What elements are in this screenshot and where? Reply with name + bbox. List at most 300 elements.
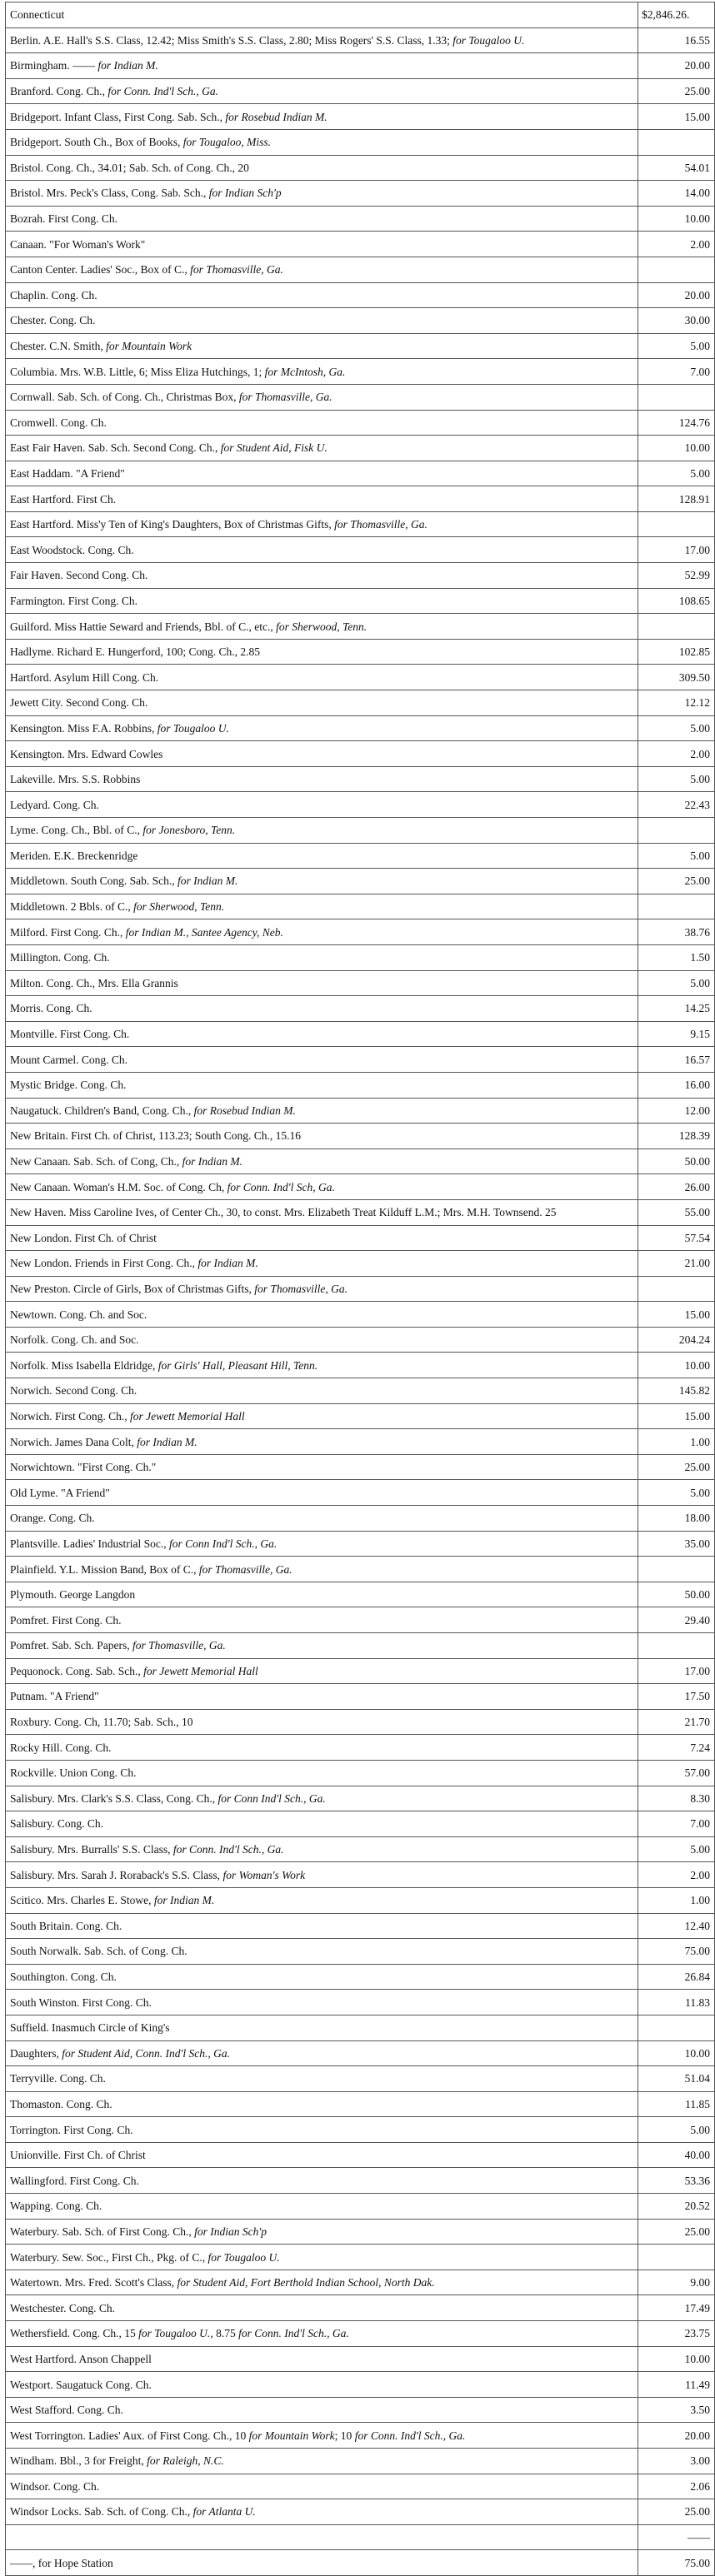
entry-text: Meriden. E.K. Breckenridge: [10, 849, 138, 862]
entry-amount: 10.00: [638, 2346, 715, 2372]
entry-designation: for McIntosh, Ga.: [264, 365, 346, 378]
table-row: [6, 2091, 715, 2117]
table-row: [6, 818, 715, 844]
entry-amount: 5.00: [638, 970, 715, 996]
entry-description: [6, 2091, 638, 2117]
table-row: [6, 1021, 715, 1047]
entry-amount: 204.24: [638, 1327, 715, 1353]
entry-description: [6, 436, 638, 461]
entry-designation: for Thomasville, Ga.: [198, 1562, 292, 1576]
entry-text: Kensington. Miss F.A. Robbins,: [10, 721, 158, 735]
table-row: [6, 384, 715, 410]
table-row: [6, 1403, 715, 1429]
entry-description: [6, 1506, 638, 1532]
entry-text: Jewett City. Second Cong. Ch.: [10, 696, 148, 710]
entry-amount: 5.00: [638, 333, 715, 359]
table-row: [6, 588, 715, 614]
entry-text: Suffield. Inasmuch Circle of King's: [10, 2021, 170, 2035]
table-row: [6, 1684, 715, 1710]
entry-text: Norfolk. Miss Isabella Eldridge,: [10, 1358, 158, 1372]
entry-description: [6, 690, 638, 716]
entry-text: Pomfret. First Cong. Ch.: [10, 1613, 122, 1627]
entry-text: Plantsville. Ladies' Industrial Soc.,: [10, 1537, 170, 1550]
entry-amount: 15.00: [638, 104, 715, 130]
table-row: [6, 1353, 715, 1378]
entry-description: [6, 563, 638, 589]
entry-description: [6, 2245, 638, 2270]
entry-designation: for Indian M.: [198, 1257, 258, 1270]
entry-amount: [638, 129, 715, 155]
entry-description: [6, 2040, 638, 2066]
state-total: $2,846.26.: [638, 2, 715, 28]
table-row: [6, 2040, 715, 2066]
entry-designation: for Tougaloo U.: [452, 33, 525, 47]
entry-amount: 3.50: [638, 2397, 715, 2423]
entry-amount: 1.00: [638, 1887, 715, 1913]
entry-amount: 1.00: [638, 1429, 715, 1455]
table-row: [6, 944, 715, 970]
entry-text: Pequonock. Cong. Sab. Sch.,: [10, 1664, 144, 1677]
entry-amount: 5.00: [638, 2117, 715, 2143]
entry-text: Cornwall. Sab. Sch. of Cong. Ch., Christmas Box,: [10, 391, 239, 404]
entry-amount: 52.99: [638, 563, 715, 589]
entry-amount: 11.83: [638, 1990, 715, 2015]
entry-text: South Winston. First Cong. Ch.: [10, 1996, 152, 2009]
entry-text: South Britain. Cong. Ch.: [10, 1919, 122, 1932]
entry-text: West Stafford. Cong. Ch.: [10, 2404, 123, 2417]
entry-text: Millington. Cong. Ch.: [10, 951, 110, 964]
entry-description: [6, 2423, 638, 2449]
entry-amount: 16.55: [638, 27, 715, 53]
table-row: [6, 639, 715, 665]
table-row: [6, 2372, 715, 2398]
entry-amount: 18.00: [638, 1506, 715, 1532]
entry-description: [6, 715, 638, 741]
entry-designation: for Woman's Work: [222, 1868, 306, 1881]
entry-designation: for Tougaloo U.: [138, 2327, 211, 2340]
entry-text: Lyme. Cong. Ch., Bbl. of C.,: [10, 824, 143, 837]
entry-designation: for Jonesboro, Tenn.: [142, 824, 236, 837]
entry-amount: 2.00: [638, 741, 715, 767]
entry-amount: [638, 1633, 715, 1659]
table-row: [6, 2449, 715, 2474]
entry-description: [6, 308, 638, 334]
entry-amount: 9.00: [638, 2270, 715, 2295]
table-row: [6, 104, 715, 130]
entry-designation: for Indian M., Santee Agency, Neb.: [125, 925, 283, 939]
entry-text: East Hartford. First Ch.: [10, 492, 117, 506]
entry-description: [6, 2066, 638, 2092]
table-row: [6, 665, 715, 690]
entry-designation: for Thomasville, Ga.: [238, 391, 332, 404]
entry-description: [6, 614, 638, 640]
entry-amount: 16.00: [638, 1072, 715, 1098]
entry-designation: for Thomasville, Ga.: [254, 1282, 348, 1295]
entry-description: [6, 919, 638, 945]
entry-text: Bridgeport. Infant Class, First Cong. Sab. Sch.,: [10, 110, 226, 123]
entry-description: [6, 1047, 638, 1073]
entry-amount: 2.00: [638, 1862, 715, 1888]
entry-description: [6, 78, 638, 104]
entry-designation: for Thomasville, Ga.: [190, 263, 283, 277]
entry-description: [6, 1964, 638, 1990]
entry-designation: for Raleigh, N.C.: [147, 2454, 224, 2468]
entry-amount: 17.00: [638, 1658, 715, 1684]
table-row: [6, 1939, 715, 1965]
entry-amount: 2.00: [638, 232, 715, 257]
entry-amount: 54.01: [638, 155, 715, 181]
entry-text: East Woodstock. Cong. Ch.: [10, 543, 134, 556]
entry-amount: 20.00: [638, 53, 715, 79]
entry-designation: for Tougaloo, Miss.: [182, 136, 272, 149]
entry-text: Norwich. Second Cong. Ch.: [10, 1384, 138, 1398]
entry-amount: ——: [638, 2524, 715, 2550]
entry-amount: 17.00: [638, 537, 715, 563]
entry-amount: 8.30: [638, 1786, 715, 1811]
entry-amount: 145.82: [638, 1378, 715, 1404]
entry-text: Bristol. Cong. Ch., 34.01; Sab. Sch. of Cong. Ch., 20: [10, 161, 249, 174]
entry-text: Windham. Bbl., 3 for Freight,: [10, 2454, 148, 2468]
entry-text: New Canaan. Woman's H.M. Soc. of Cong. Ch,: [10, 1180, 228, 1193]
entry-designation: for Sherwood, Tenn.: [133, 900, 225, 914]
entry-amount: 17.50: [638, 1684, 715, 1710]
table-row: [6, 766, 715, 792]
entry-description: [6, 792, 638, 818]
entry-amount: 11.49: [638, 2372, 715, 2398]
entry-description: [6, 1786, 638, 1811]
entry-description: [6, 2449, 638, 2474]
entry-text: Chester. C.N. Smith,: [10, 340, 107, 353]
entry-text: Plainfield. Y.L. Mission Band, Box of C.,: [10, 1562, 199, 1576]
entry-description: [6, 1607, 638, 1633]
entry-amount: 5.00: [638, 843, 715, 869]
table-row: [6, 537, 715, 563]
entry-text: South Norwalk. Sab. Sch. of Cong. Ch.: [10, 1945, 188, 1958]
table-row: [6, 690, 715, 716]
entry-designation: for Conn. Ind'l Sch., Ga.: [108, 85, 219, 98]
contributions-table-body: [6, 2, 715, 2576]
table-row: [6, 741, 715, 767]
entry-text: Rockville. Union Cong. Ch.: [10, 1766, 137, 1780]
entry-description: [6, 2372, 638, 2398]
entry-description: [6, 1684, 638, 1710]
entry-text: New Preston. Circle of Girls, Box of Christmas Gifts,: [10, 1282, 255, 1295]
entry-description: [6, 129, 638, 155]
entry-description: [6, 1582, 638, 1607]
entry-description: [6, 2321, 638, 2347]
entry-text: New Canaan. Sab. Sch. of Cong, Ch.,: [10, 1155, 182, 1168]
entry-description: [6, 155, 638, 181]
entry-text: Norwich. First Cong. Ch.,: [10, 1409, 131, 1423]
table-row: [6, 2295, 715, 2321]
entry-amount: [638, 894, 715, 919]
entry-text: Torrington. First Cong. Ch.: [10, 2123, 133, 2136]
entry-text: Southington. Cong. Ch.: [10, 1971, 117, 1984]
entry-text: Middletown. South Cong. Sab. Sch.,: [10, 874, 178, 888]
entry-amount: 55.00: [638, 1199, 715, 1225]
entry-description: [6, 970, 638, 996]
table-row: [6, 614, 715, 640]
entry-description: [6, 2270, 638, 2295]
entry-text: Middletown. 2 Bbls. of C.,: [10, 900, 134, 914]
entry-text: Norwichtown. "First Cong. Ch.": [10, 1461, 157, 1474]
table-row: [6, 1760, 715, 1786]
table-row: [6, 2321, 715, 2347]
entry-text: , 8.75: [210, 2327, 239, 2340]
entry-description: [6, 1327, 638, 1353]
entry-amount: 10.00: [638, 206, 715, 232]
table-row: [6, 1582, 715, 1607]
table-row: [6, 919, 715, 945]
entry-designation: for Indian Sch'p: [194, 2225, 268, 2238]
entry-designation: for Student Aid, Fort Berthold Indian School, North Dak.: [177, 2276, 435, 2290]
entry-description: [6, 2194, 638, 2220]
table-row: [6, 1225, 715, 1251]
entry-amount: 25.00: [638, 2499, 715, 2525]
entry-text: East Haddam. "A Friend": [10, 466, 125, 480]
entry-text: East Hartford. Miss'y Ten of King's Daughters, Box of Christmas Gifts,: [10, 518, 335, 531]
entry-designation: for Atlanta U.: [192, 2505, 256, 2519]
table-row: [6, 53, 715, 79]
entry-description: [6, 2142, 638, 2168]
table-row: [6, 1327, 715, 1353]
entry-amount: 25.00: [638, 78, 715, 104]
entry-amount: 309.50: [638, 665, 715, 690]
entry-description: [6, 257, 638, 282]
entry-amount: 26.00: [638, 1174, 715, 1200]
entry-description: [6, 1454, 638, 1480]
table-row: [6, 1836, 715, 1862]
entry-description: [6, 2219, 638, 2245]
entry-amount: 128.91: [638, 486, 715, 512]
entry-designation: for Tougaloo U.: [208, 2250, 280, 2264]
entry-amount: 2.06: [638, 2474, 715, 2499]
entry-amount: 21.00: [638, 1251, 715, 1277]
entry-description: [6, 2550, 638, 2576]
entry-description: [6, 588, 638, 614]
entry-description: [6, 1836, 638, 1862]
entry-text: Kensington. Mrs. Edward Cowles: [10, 747, 163, 760]
entry-designation: for Indian M.: [178, 874, 238, 888]
entry-text: Thomaston. Cong. Ch.: [10, 2097, 112, 2110]
entry-description: [6, 1735, 638, 1761]
entry-description: [6, 843, 638, 869]
table-row: [6, 2219, 715, 2245]
entry-text: Bridgeport. South Ch., Box of Books,: [10, 136, 183, 149]
entry-amount: [638, 511, 715, 537]
entry-designation: for Mountain Work: [248, 2429, 335, 2442]
entry-amount: 29.40: [638, 1607, 715, 1633]
entry-amount: 124.76: [638, 410, 715, 436]
entry-amount: 108.65: [638, 588, 715, 614]
entry-description: [6, 1276, 638, 1302]
entry-description: [6, 869, 638, 894]
entry-description: [6, 1199, 638, 1225]
table-row: [6, 1786, 715, 1811]
entry-text: Scitico. Mrs. Charles E. Stowe,: [10, 1894, 154, 1907]
entry-amount: 50.00: [638, 1148, 715, 1174]
entry-description: [6, 1862, 638, 1888]
entry-description: [6, 2474, 638, 2499]
table-row: [6, 2550, 715, 2576]
entry-description: [6, 181, 638, 207]
table-row: [6, 461, 715, 486]
entry-amount: 26.84: [638, 1964, 715, 1990]
table-row: [6, 1887, 715, 1913]
entry-amount: 17.49: [638, 2295, 715, 2321]
entry-description: [6, 232, 638, 257]
entry-text: Rocky Hill. Cong. Ch.: [10, 1741, 112, 1754]
entry-description: [6, 53, 638, 79]
entry-amount: 14.25: [638, 996, 715, 1022]
table-row: [6, 2346, 715, 2372]
entry-text: New London. Friends in First Cong. Ch.,: [10, 1257, 198, 1270]
entry-amount: 25.00: [638, 869, 715, 894]
table-row: [6, 410, 715, 436]
entry-amount: 3.00: [638, 2449, 715, 2474]
entry-description: [6, 1353, 638, 1378]
entry-text: Bristol. Mrs. Peck's Class, Cong. Sab. Sch.,: [10, 187, 209, 200]
entry-amount: 57.54: [638, 1225, 715, 1251]
table-row: [6, 1124, 715, 1149]
table-row: [6, 1480, 715, 1506]
table-row: [6, 2194, 715, 2220]
entry-description: [6, 410, 638, 436]
table-row: [6, 2245, 715, 2270]
entry-description: [6, 2117, 638, 2143]
entry-amount: 5.00: [638, 1480, 715, 1506]
entry-text: Salisbury. Mrs. Sarah J. Roraback's S.S. Class,: [10, 1868, 223, 1881]
table-row: [6, 792, 715, 818]
entry-description: [6, 2397, 638, 2423]
table-row: [6, 843, 715, 869]
entry-description: [6, 104, 638, 130]
table-row: [6, 2168, 715, 2194]
entry-text: Birmingham. ——: [10, 59, 98, 72]
entry-description: [6, 818, 638, 844]
entry-amount: 1.50: [638, 944, 715, 970]
entry-amount: 7.00: [638, 1811, 715, 1837]
entry-description: [6, 2168, 638, 2194]
entry-text: Milton. Cong. Ch., Mrs. Ella Grannis: [10, 976, 178, 989]
entry-amount: 15.00: [638, 1302, 715, 1328]
entry-designation: for Indian M.: [182, 1155, 242, 1168]
entry-description: [6, 1531, 638, 1557]
entry-amount: 12.00: [638, 1098, 715, 1124]
table-row: [6, 715, 715, 741]
entry-text: Roxbury. Cong. Ch, 11.70; Sab. Sch., 10: [10, 1716, 193, 1729]
table-row: [6, 869, 715, 894]
entry-description: [6, 1302, 638, 1328]
table-row: [6, 1276, 715, 1302]
table-row: [6, 2066, 715, 2092]
entry-text: Ledyard. Cong. Ch.: [10, 798, 99, 811]
entry-description: [6, 27, 638, 53]
entry-amount: 25.00: [638, 1454, 715, 1480]
table-row: [6, 1990, 715, 2015]
entry-designation: for Rosebud Indian M.: [225, 110, 328, 123]
entry-text: Plymouth. George Langdon: [10, 1588, 136, 1602]
entry-amount: 20.00: [638, 2423, 715, 2449]
entry-description: [6, 511, 638, 537]
entry-text: Newtown. Cong. Ch. and Soc.: [10, 1308, 148, 1321]
entry-text: Unionville. First Ch. of Christ: [10, 2149, 146, 2162]
entry-amount: [638, 614, 715, 640]
entry-text: Bozrah. First Cong. Ch.: [10, 212, 118, 226]
entry-designation: for Rosebud Indian M.: [193, 1104, 296, 1117]
entry-description: [6, 1148, 638, 1174]
entry-amount: [638, 2015, 715, 2040]
entry-amount: 20.00: [638, 282, 715, 308]
entry-text: Naugatuck. Children's Band, Cong. Ch.,: [10, 1104, 194, 1117]
entry-text: West Hartford. Anson Chappell: [10, 2352, 152, 2365]
table-row: [6, 181, 715, 207]
entry-amount: 75.00: [638, 1939, 715, 1965]
entry-text: Morris. Cong. Ch.: [10, 1002, 92, 1015]
entry-amount: 14.00: [638, 181, 715, 207]
entry-designation: for Conn Ind'l Sch., Ga.: [218, 1791, 326, 1805]
table-row: [6, 1148, 715, 1174]
entry-description: [6, 486, 638, 512]
entry-amount: 75.00: [638, 2550, 715, 2576]
entry-description: [6, 537, 638, 563]
table-row: [6, 1964, 715, 1990]
entry-text: Windsor Locks. Sab. Sch. of Cong. Ch.,: [10, 2505, 193, 2519]
entry-description: [6, 1557, 638, 1582]
entry-description: [6, 1403, 638, 1429]
entry-text: Norwich. James Dana Colt,: [10, 1435, 138, 1448]
entry-text: Fair Haven. Second Cong. Ch.: [10, 569, 148, 582]
entry-description: [6, 1939, 638, 1965]
entry-text: Old Lyme. "A Friend": [10, 1486, 110, 1499]
entry-description: [6, 1658, 638, 1684]
entry-designation: for Student Aid, Conn. Ind'l Sch., Ga.: [62, 2046, 230, 2060]
entry-text: Mystic Bridge. Cong. Ch.: [10, 1079, 127, 1092]
entry-amount: 38.76: [638, 919, 715, 945]
entry-amount: 35.00: [638, 1531, 715, 1557]
entry-description: [6, 1990, 638, 2015]
entry-text: Canaan. "For Woman's Work": [10, 237, 146, 251]
entry-amount: 5.00: [638, 715, 715, 741]
entry-designation: for Sherwood, Tenn.: [276, 620, 368, 633]
entry-amount: [638, 384, 715, 410]
entry-text: Chaplin. Cong. Ch.: [10, 288, 98, 301]
table-row: [6, 78, 715, 104]
entry-text: Waterbury. Sab. Sch. of First Cong. Ch.,: [10, 2225, 195, 2238]
entry-text: Westchester. Cong. Ch.: [10, 2301, 116, 2314]
entry-designation: for Thomasville, Ga.: [334, 518, 428, 531]
entry-text: Wethersfield. Cong. Ch., 15: [10, 2327, 139, 2340]
entry-designation: for Mountain Work: [106, 340, 192, 353]
table-row: [6, 1607, 715, 1633]
entry-text: New Britain. First Ch. of Christ, 113.23; South Cong. Ch., 15.16: [10, 1129, 302, 1143]
entry-description: [6, 741, 638, 767]
entry-description: [6, 2499, 638, 2525]
table-row: [6, 1199, 715, 1225]
entry-amount: [638, 1557, 715, 1582]
entry-amount: [638, 2245, 715, 2270]
entry-description: [6, 1225, 638, 1251]
entry-text: Cromwell. Cong. Ch.: [10, 416, 107, 429]
entry-text: Berlin. A.E. Hall's S.S. Class, 12.42; Miss Smith's S.S. Class, 2.80; Miss Rogers' S.S. Class, 1.33;: [10, 33, 453, 47]
entry-amount: 53.36: [638, 2168, 715, 2194]
entry-text: Norfolk. Cong. Ch. and Soc.: [10, 1333, 139, 1347]
table-row: [6, 996, 715, 1022]
entry-text: Salisbury. Mrs. Clark's S.S. Class, Cong. Ch.,: [10, 1791, 218, 1805]
entry-text: Milford. First Cong. Ch.,: [10, 925, 126, 939]
table-header-row: [6, 2, 715, 28]
entry-amount: 5.00: [638, 1836, 715, 1862]
